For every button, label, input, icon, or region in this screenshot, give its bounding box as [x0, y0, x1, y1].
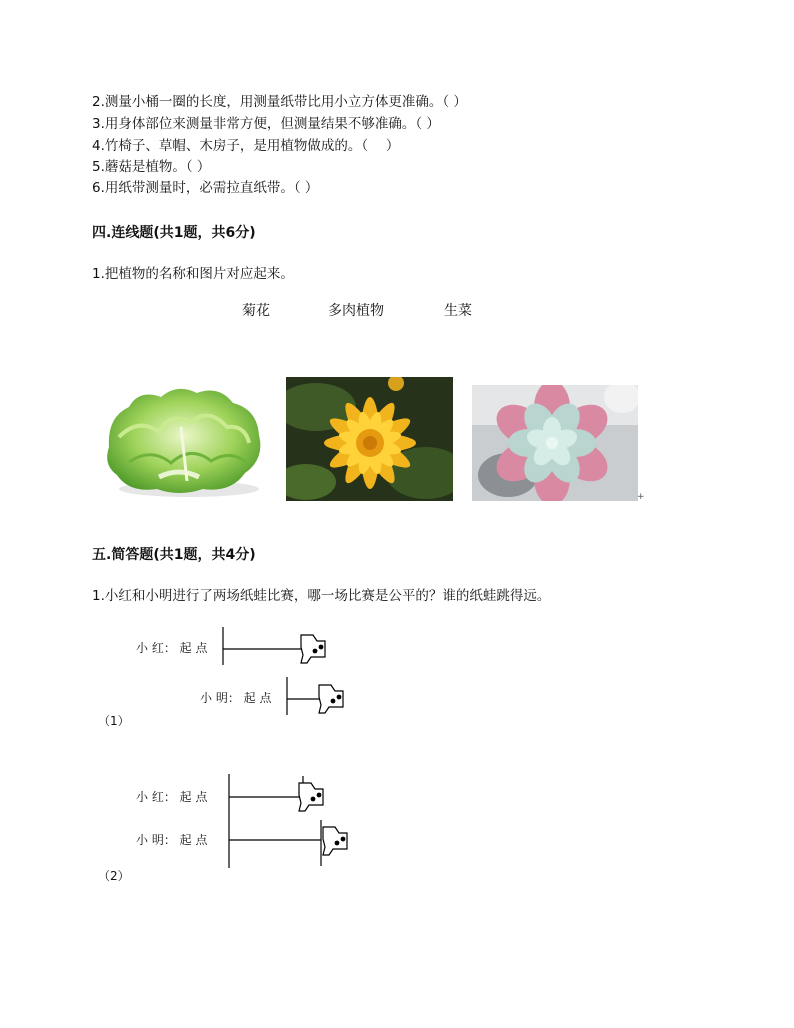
tf-item-2: 2.测量小桶一圈的长度，用测量纸带比用小立方体更准确。（ ） [92, 94, 467, 110]
race2-label: （2） [98, 869, 130, 883]
plant-name-succulent: 多肉植物 [328, 303, 384, 319]
tf-item-3: 3.用身体部位来测量非常方便，但测量结果不够准确。（ ） [92, 116, 440, 132]
paper-frog-icon [323, 827, 347, 855]
race2-xiaohong-label: 小 红： 起 点 [136, 790, 208, 804]
section4-question: 1.把植物的名称和图片对应起来。 [92, 266, 294, 282]
paper-frog-icon [299, 783, 323, 811]
section4-title: 四.连线题(共1题，共6分) [92, 225, 256, 241]
race1-label: （1） [98, 714, 130, 728]
race1-xiaohong-label: 小 红： 起 点 [136, 641, 208, 655]
tf-item-5: 5.蘑菇是植物。（ ） [92, 159, 211, 175]
race2-xiaoming-label: 小 明： 起 点 [136, 833, 208, 847]
image-anchor-mark: + [637, 492, 645, 502]
plant-name-chrysanthemum: 菊花 [242, 303, 270, 319]
section5-title: 五.简答题(共1题，共4分) [92, 547, 256, 563]
race2-diagram [215, 772, 365, 872]
paper-frog-icon [301, 635, 325, 663]
section5-question: 1.小红和小明进行了两场纸蛙比赛，哪一场比赛是公平的？谁的纸蛙跳得远。 [92, 588, 551, 604]
race1-diagram [215, 625, 355, 720]
tf-item-4: 4.竹椅子、草帽、木房子，是用植物做成的。（ ） [92, 138, 400, 154]
plant-name-lettuce: 生菜 [444, 303, 472, 319]
succulent-photo [472, 385, 638, 501]
paper-frog-icon [319, 685, 343, 713]
chrysanthemum-photo [286, 377, 453, 501]
race1-xiaoming-label: 小 明： 起 点 [200, 691, 272, 705]
lettuce-photo [99, 377, 267, 500]
tf-item-6: 6.用纸带测量时，必需拉直纸带。（ ） [92, 180, 319, 196]
